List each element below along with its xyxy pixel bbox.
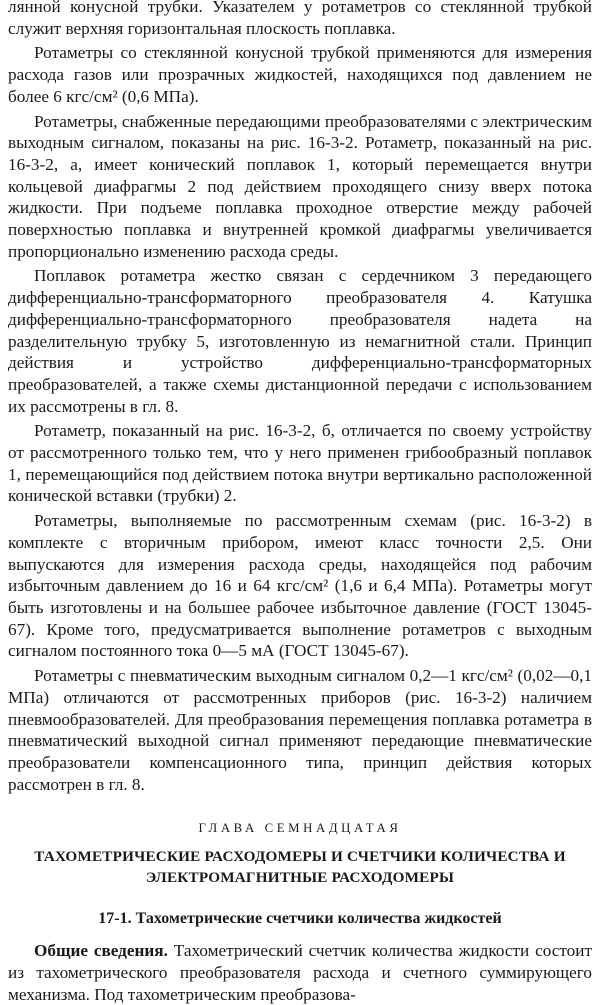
paragraph: Ротаметр, показанный на рис. 16-3-2, б, отличается по своему устройству от рассмотренного только тем, что у него применен грибообразный поплавок 1, перемещающийся под действием потока внутри вертикально расположенной конической вставки (трубки) 2. xyxy=(8,421,592,506)
paragraph-continuation: лянной конусной трубки. Указателем у ротаметров со стеклянной трубкой служит верхняя горизонтальная плоскость поплавка. xyxy=(8,0,592,38)
chapter-label: ГЛАВА СЕМНАДЦАТАЯ xyxy=(198,821,402,836)
paragraph: Поплавок ротаметра жестко связан с сердечником 3 передающего дифференциально-трансформаторного преобразователя 4. Катушка дифференциально-трансформаторного преобразователя надета на разделительную трубку 5, изготовленную из немагнитной стали. Принцип действия и устройство дифференциально-трансформаторных преобразователей, а также схемы дистанционной передачи с использованием их рассмотрены в гл. 8. xyxy=(8,266,592,416)
paragraph: Ротаметры, снабженные передающими преобразователями с электрическим выходным сигналом, показаны на рис. 16-3-2. Ротаметр, показанный на рис. 16-3-2, а, имеет конический поплавок 1, который перемещается внутри кольцевой диафрагмы 2 под действием проходящего снизу вверх потока жидкости. При подъеме поплавка проходное отверстие между рабочей поверхностью поплавка и внутренней кромкой диафрагмы увеличивается пропорционально изменению расхода среды. xyxy=(8,111,592,261)
runin-heading: Общие сведения. xyxy=(34,941,168,961)
paragraph: Ротаметры с пневматическим выходным сигналом 0,2—1 кгс/см² (0,02—0,1 МПа) отличаются от рассмотренных приборов (рис. 16-3-2) наличием пневмообразователей. Для преобразования перемещения поплавка ротаметра в пневматический выходной сигнал применяют передающие пневматические преобразователи компенсационного типа, принцип действия которых рассмотрен в гл. 8. xyxy=(8,666,592,794)
section-paragraph xyxy=(8,940,592,1005)
paragraph: Ротаметры, выполняемые по рассмотренным схемам (рис. 16-3-2) в комплекте с вторичным прибором, имеют класс точности 2,5. Они выпускаются для измерения расхода среды, находящейся под рабочим избыточным давлением до 16 и 64 кгс/см² (1,6 и 6,4 МПа). Ротаметры могут быть изготовлены и на большее рабочее избыточное давление (ГОСТ 13045-67). Кроме того, предусматривается выполнение ротаметров с выходным сигналом постоянного тока 0—5 мА (ГОСТ 13045-67). xyxy=(8,511,592,661)
section-paragraph-text: Тахометрический счетчик количества жидкости состоит из тахометрического преобразователя расхода и счетного суммирующего механизма. Под тахометрическим преобразова- xyxy=(8,941,592,1004)
paragraph: Ротаметры со стеклянной конусной трубкой применяются для измерения расхода газов или прозрачных жидкостей, находящихся под давлением не более 6 кгс/см² (0,6 МПа). xyxy=(8,43,592,106)
section-heading: 17-1. Тахометрические счетчики количества жидкостей xyxy=(98,910,502,928)
chapter-title: ТАХОМЕТРИЧЕСКИЕ РАСХОДОМЕРЫ И СЧЕТЧИКИ КОЛИЧЕСТВА И ЭЛЕКТРОМАГНИТНЫЕ РАСХОДОМЕРЫ xyxy=(34,848,566,887)
